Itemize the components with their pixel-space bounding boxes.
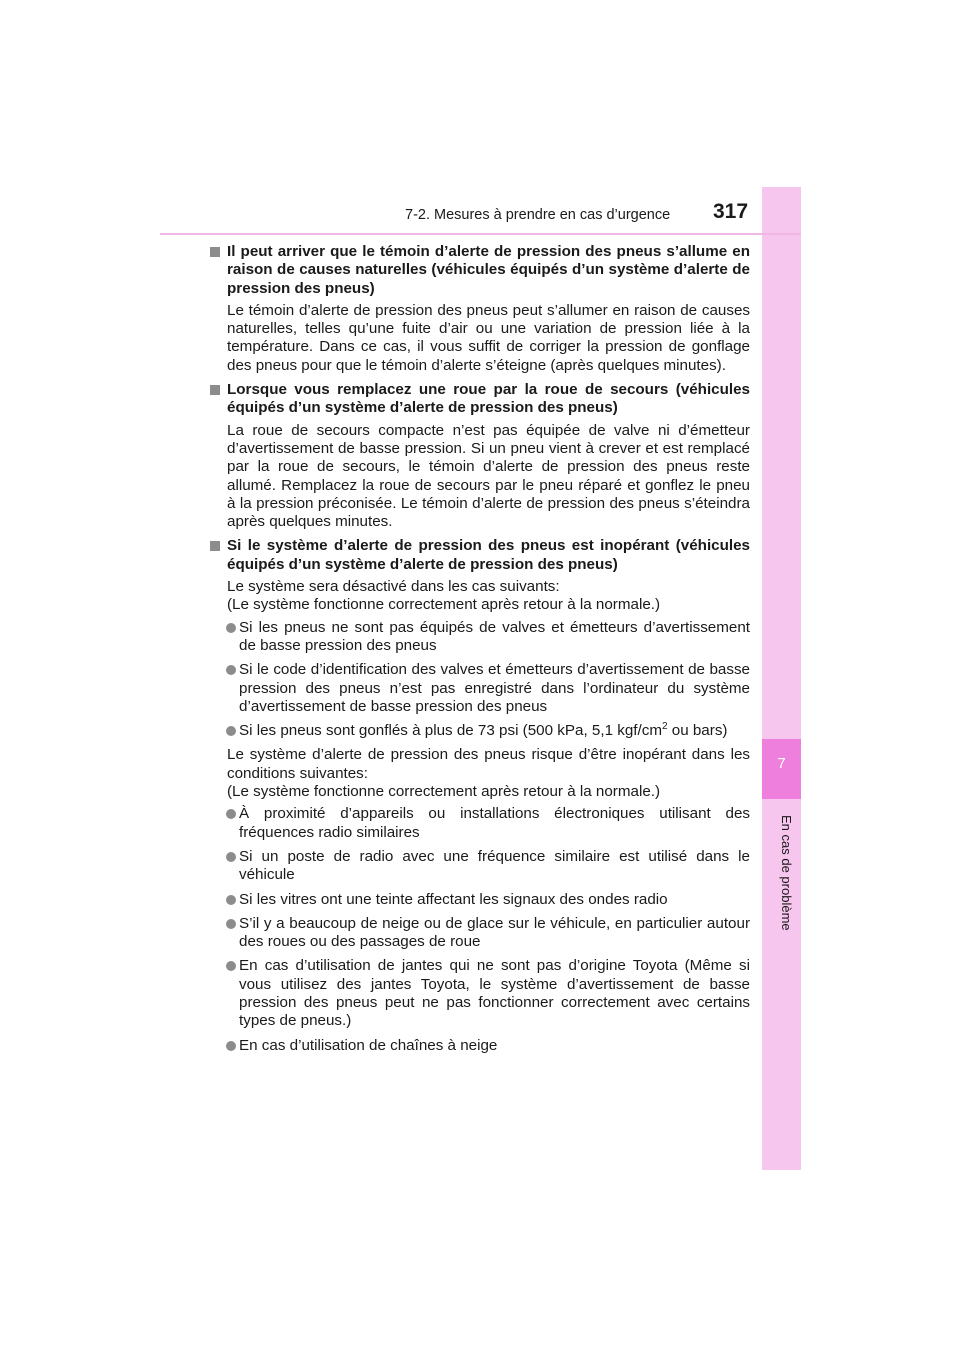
chapter-number: 7 <box>777 755 786 772</box>
section-natural-causes <box>210 243 750 375</box>
round-bullet-icon <box>226 623 236 633</box>
header-divider <box>160 233 801 235</box>
square-bullet-icon <box>210 247 220 257</box>
section-heading: Si le système d’alerte de pression des pneus est inopérant (véhicules équipés d’un système d’alerte de pression des pneus) <box>210 537 750 574</box>
round-bullet-icon <box>226 895 236 905</box>
round-bullet-icon <box>226 961 236 971</box>
page-content <box>210 243 750 1061</box>
round-bullet-icon <box>226 919 236 929</box>
round-bullet-icon <box>226 1041 236 1051</box>
chapter-title: En cas de problème <box>779 815 794 931</box>
round-bullet-icon <box>226 665 236 675</box>
list-item: En cas d’utilisation de chaînes à neige <box>210 1037 750 1055</box>
chapter-side-tab <box>762 187 801 1170</box>
list-item: S’il y a beaucoup de neige ou de glace sur le véhicule, en particulier autour des roues ou des passages de roue <box>210 915 750 952</box>
square-bullet-icon <box>210 541 220 551</box>
list-item: Si un poste de radio avec une fréquence similaire est utilisé dans le véhicule <box>210 848 750 885</box>
section-heading: Il peut arriver que le témoin d’alerte de pression des pneus s’allume en raison de causes naturelles (véhicules équipés d’un système d’alerte de pression des pneus) <box>210 243 750 298</box>
list-item: Si les pneus sont gonflés à plus de 73 psi (500 kPa, 5,1 kgf/$cm^2$ ou bars) <box>210 722 750 740</box>
round-bullet-icon <box>226 852 236 862</box>
section-heading: Lorsque vous remplacez une roue par la roue de secours (véhicules équipés d’un système d’alerte de pression des pneus) <box>210 381 750 418</box>
section-paragraph: Le système sera désactivé dans les cas suivants: (Le système fonctionne correctement après retour à la normale.) <box>227 578 661 614</box>
section-paragraph: Le système d’alerte de pression des pneus risque d’être inopérant dans les conditions suivantes: (Le système fonctionne correctement après retour à la normale.) <box>227 746 750 801</box>
list-item: Si les vitres ont une teinte affectant les signaux des ondes radio <box>210 891 750 909</box>
round-bullet-icon <box>226 809 236 819</box>
list-item: Si le code d’identification des valves et émetteurs d’avertissement de basse pression des pneus n’est pas enregistré dans l’ordinateur du système d’avertissement de basse pression des pneus <box>210 661 750 716</box>
section-paragraph: La roue de secours compacte n’est pas équipée de valve ni d’émetteur d’avertissement de basse pression. Si un pneu vient à crever et est remplacé par la roue de secours, le témoin d’alerte de pression des pneus reste allumé. Remplacez la roue de secours par le pneu réparé et gonflez le pneu à la pression préconisée. Le témoin d’alerte de pression des pneus s’éteindra après quelques minutes. <box>227 421 750 531</box>
section-spare-wheel <box>210 381 750 531</box>
round-bullet-icon <box>226 726 236 736</box>
section-system-inoperative <box>210 537 750 1054</box>
page-number: 317 <box>713 200 749 223</box>
section-paragraph: Le témoin d’alerte de pression des pneus peut s’allumer en raison de causes naturelles, telles qu’une fuite d’air ou une variation de pression liée à la température. Dans ce cas, il vous suffit de corriger la pression de gonflage des pneus pour que le témoin d’alerte s’éteigne (après quelques minutes). <box>227 301 750 374</box>
square-bullet-icon <box>210 385 220 395</box>
section-header-title: 7-2. Mesures à prendre en cas d’urgence <box>405 207 671 223</box>
list-item: En cas d’utilisation de jantes qui ne sont pas d’origine Toyota (Même si vous utilisez des jantes Toyota, le système d’avertissement de basse pression des pneus peut ne pas fonctionner correctement avec certains types de pneus.) <box>210 957 750 1030</box>
list-item: Si les pneus ne sont pas équipés de valves et émetteurs d’avertissement de basse pression des pneus <box>210 619 750 656</box>
list-item: À proximité d’appareils ou installations électroniques utilisant des fréquences radio similaires <box>210 805 750 842</box>
